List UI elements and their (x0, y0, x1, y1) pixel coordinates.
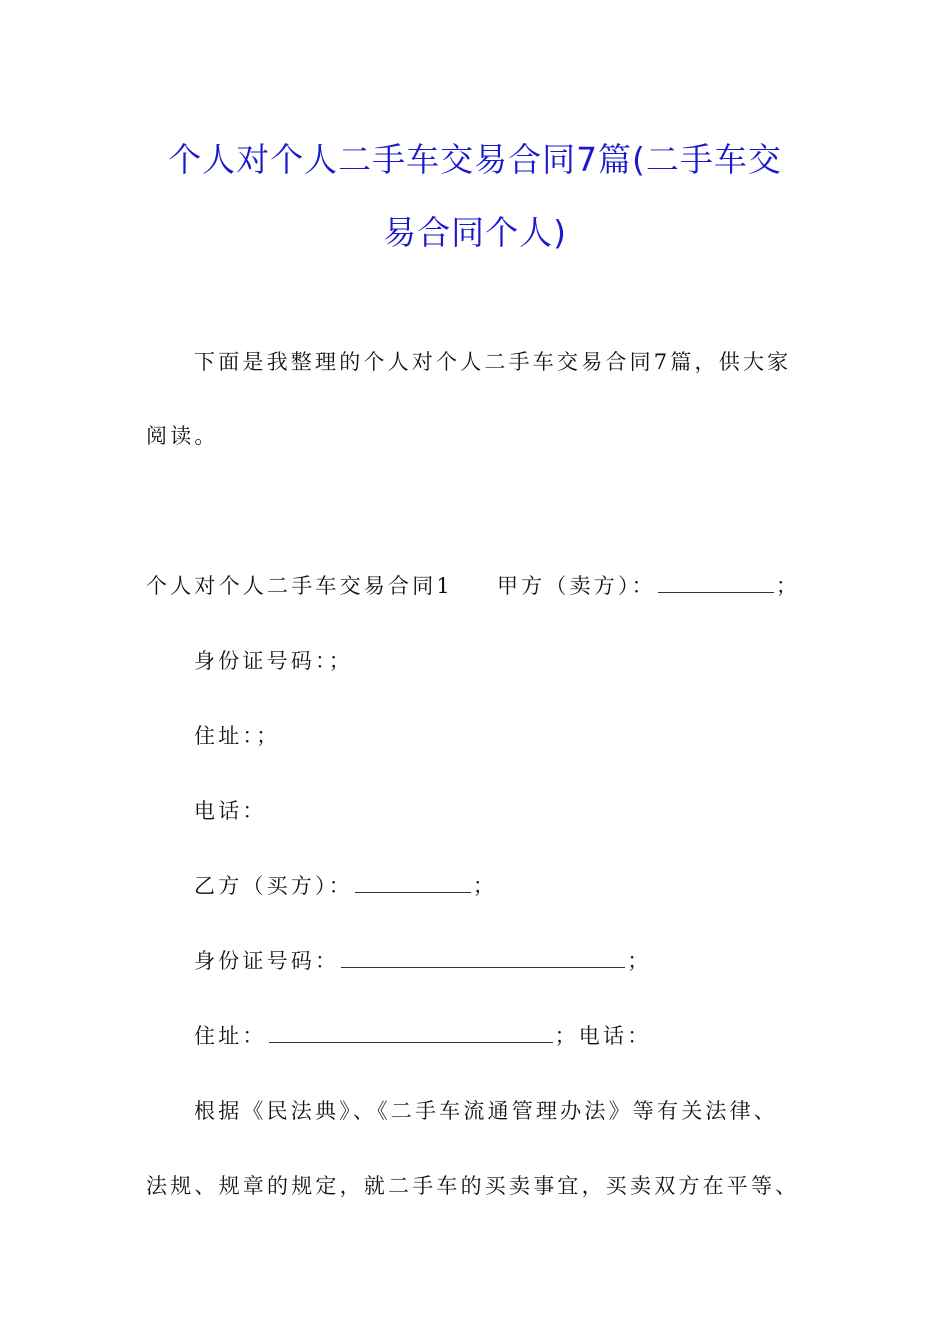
party-b-name-blank (355, 872, 471, 893)
party-a-semicolon: ； (775, 574, 801, 598)
intro-paragraph-line-2: 阅读。 (146, 424, 219, 448)
intro-paragraph-line-1: 下面是我整理的个人对个人二手车交易合同7篇，供大家 (194, 350, 792, 374)
party-b-row (194, 870, 497, 900)
party-a-id-number: 身份证号码：； (194, 649, 353, 673)
party-b-id-blank (341, 947, 625, 968)
party-a-phone: 电话： (194, 799, 267, 823)
party-b-address-label: 住址： (194, 1024, 267, 1048)
basis-paragraph-line-2: 法规、规章的规定，就二手车的买卖事宜，买卖双方在平等、 (146, 1174, 800, 1198)
party-a-label: 甲方（卖方）： (496, 574, 656, 598)
party-b-phone-label: ；电话： (554, 1024, 652, 1048)
contract-heading-row (146, 570, 800, 600)
party-b-address-row (194, 1020, 651, 1050)
party-b-id-row (194, 945, 651, 975)
basis-paragraph-line-1: 根据《民法典》、《二手车流通管理办法》等有关法律、 (194, 1099, 778, 1123)
party-b-label: 乙方（买方）： (194, 874, 353, 898)
party-a-name-blank (658, 572, 774, 593)
party-b-address-blank (269, 1022, 553, 1043)
party-b-semicolon: ； (472, 874, 498, 898)
party-a-address: 住址：； (194, 724, 281, 748)
party-b-id-label: 身份证号码： (194, 949, 340, 973)
contract-heading: 个人对个人二手车交易合同1 (146, 574, 453, 598)
document-title-line-2: 易合同个人) (383, 213, 567, 252)
party-b-id-semicolon: ； (627, 949, 652, 973)
document-title-line-1: 个人对个人二手车交易合同7篇(二手车交 (168, 140, 782, 179)
